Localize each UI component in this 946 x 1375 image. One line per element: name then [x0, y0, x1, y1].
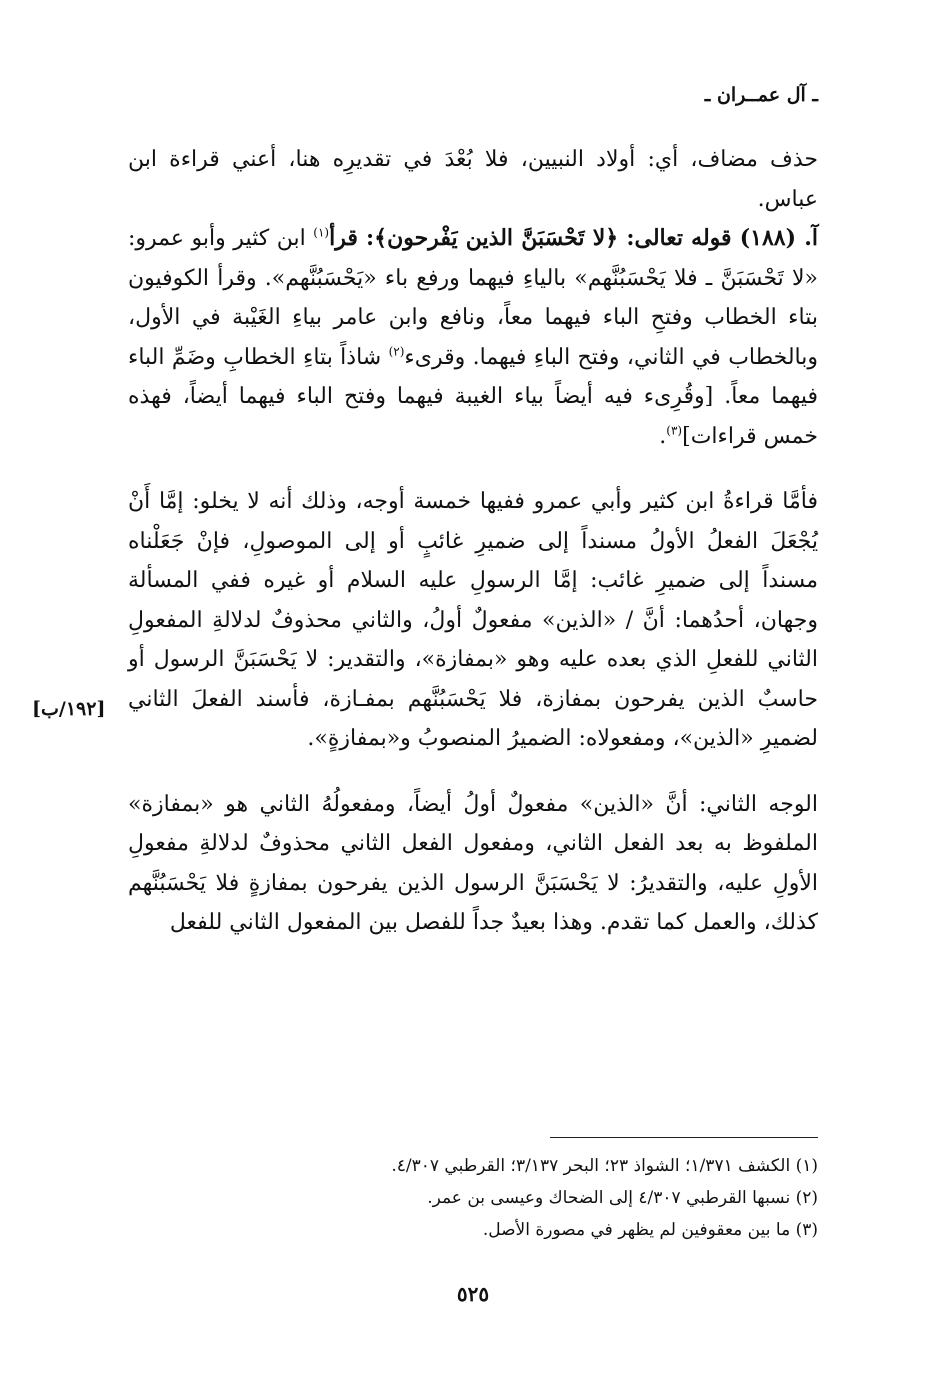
footnote-2: (٢) نسبها القرطبي ٤/٣٠٧ إلى الضحاك وعيسى بن عمر. — [427, 1188, 818, 1208]
verse-after: : قرأ — [329, 225, 375, 251]
main-text — [128, 140, 818, 943]
paragraph-3: فأمَّا قراءةُ ابن كثير وأبي عمرو ففيها خمسة أوجه، وذلك أنه لا يخلو: إمَّا أَنْ يُجْعَلَ الفعلُ الأولُ مسنداً إلى ضميرِ غائبٍ أو إلى الموصولِ، فإنْ جَعَلْناه مسنداً إلى ضميرِ غائب: إمَّا الرسولِ عليه السلام أو غيره ففي المسألة وجهان، أحدُهما: أنَّ / «الذين» مفعولٌ أولُ، والثاني محذوفٌ لدلالةِ المفعولِ الثاني للفعلِ الذي بعده عليه وهو «بمفازة»، والتقدير: لا يَحْسَبَنَّ الرسول أو حاسبٌ الذين يفرحون بمفازة، فلا يَحْسَبُنَّهم بمفـازة، فأسند الفعلَ الثاني لضميرِ «الذين»، ومفعولاه: الضميرُ المنصوبُ و«بمفازةٍ». — [128, 489, 819, 751]
footnote-1: (١) الكشف ١/٣٧١؛ الشواذ ٢٣؛ البحر ٣/١٣٧؛ القرطبي ٤/٣٠٧. — [391, 1156, 818, 1176]
manuscript-folio-marker: [١٩٢/ب] — [32, 698, 106, 720]
paragraph-2-text-a: ابن كثير وأبو عمرو: «لا تَحْسَبَنَّ ـ فلا يَحْسَبُنَّهم» بالياءِ فيهما ورفع باء «يَحْسَبُنَّهم». وقرأ الكوفيون بتاء الخطاب وفتحِ الباء فيهما معاً، ونافع وابن عامر بياءِ الغَيْبة في الأول، وبالخطاب في الثاني، وفتح الباءِ فيهما. وقرىء — [128, 226, 819, 370]
footnote-mark-2[interactable]: (٢) — [388, 344, 405, 359]
running-header: ـ آل عمــران ـ — [704, 84, 818, 106]
paragraph-2-text-b: شاذاً بتاءِ الخطابِ وضَمِّ الباء فيهما معاً. [وقُرِىء فيه أيضاً بياء الغيبة فيهما وفتح الباء فيهما أيضاً، فهذه خمس قراءات] — [128, 344, 818, 449]
footnote-mark-3[interactable]: (٣) — [666, 423, 683, 438]
verse-intro: آ. (١٨٨) قوله تعالى: — [618, 225, 818, 251]
quran-verse: ﴿لا تَحْسَبَنَّ الذين يَفْرحون﴾ — [374, 225, 619, 251]
paragraph-1: حذف مضاف، أي: أولاد النبيين، فلا بُعْدَ في تقديرِه هنا، أعني قراءة ابن عباس. — [128, 147, 818, 212]
footnote-mark-1[interactable]: (١) — [313, 225, 330, 240]
footnotes — [128, 1150, 818, 1246]
footnote-divider — [550, 1137, 818, 1138]
paragraph-4: الوجه الثاني: أنَّ «الذين» مفعولٌ أولُ أيضاً، ومفعولُهُ الثاني هو «بمفازة» الملفوظ به بعد الفعل الثاني، ومفعول الفعل الثاني محذوفٌ لدلالةِ مفعولِ الأولِ عليه، والتقديرُ: لا يَحْسَبَنَّ الرسول الذين يفرحون بمفازةٍ فلا يَحْسَبُنَّهم كذلك، والعمل كما تقدم. وهذا بعيدٌ جداً للفصل بين المفعول الثاني للفعل — [128, 791, 818, 935]
paragraph-2-text-c: . — [659, 423, 667, 449]
footnote-3: (٣) ما بين معقوفين لم يظهر في مصورة الأصل. — [482, 1220, 818, 1240]
page-number: ٥٢٥ — [456, 1282, 490, 1306]
paragraph-2 — [128, 219, 818, 456]
